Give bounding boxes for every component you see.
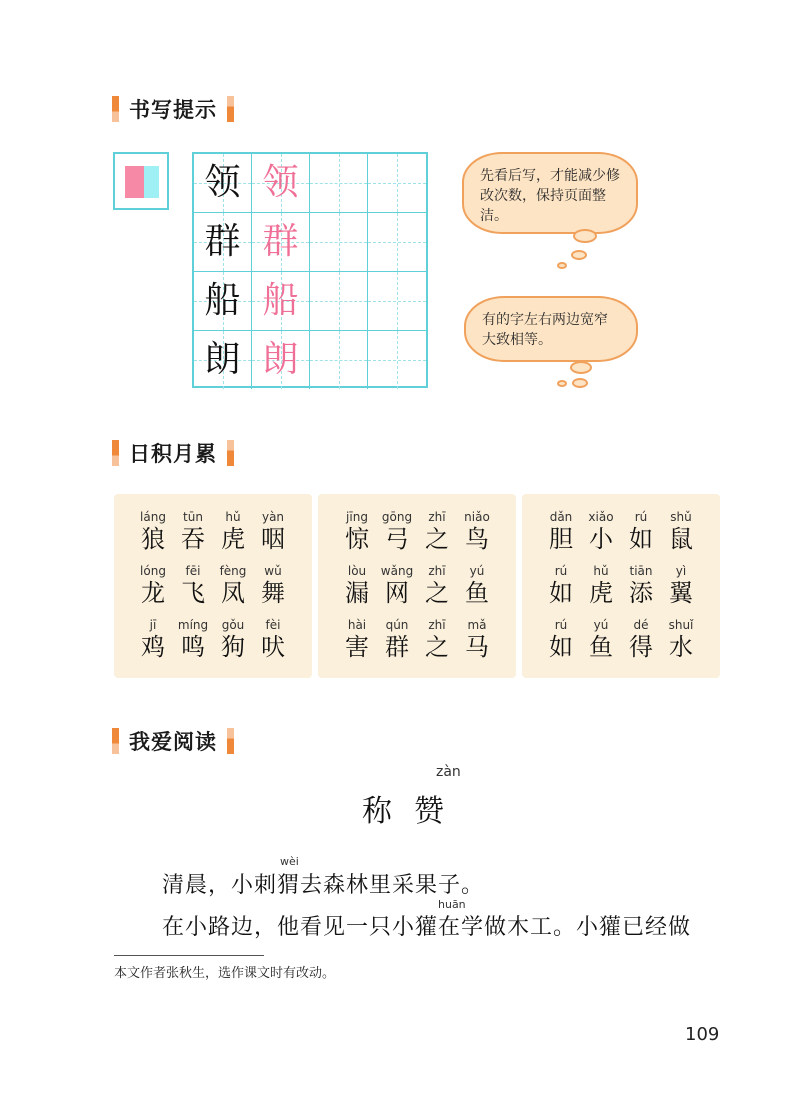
pinyin: fèi <box>265 618 281 632</box>
bubble-tail-dot <box>571 250 587 260</box>
section-header-i-love-reading <box>112 726 234 756</box>
reading-title: 称赞 <box>362 794 466 829</box>
section-bar-left <box>112 440 119 466</box>
grid-row <box>194 154 426 213</box>
pinyin-row <box>318 510 516 524</box>
section-bar-right <box>227 440 234 466</box>
hanzi-char: 如 <box>549 633 573 661</box>
pinyin: tūn <box>183 510 203 524</box>
grid-row <box>194 331 426 389</box>
section-header-writing-tips <box>112 94 234 124</box>
pinyin: míng <box>177 618 209 632</box>
tip-text-2: 有的字左右两边宽窄大致相等。 <box>482 312 608 348</box>
hanzi-char: 胆 <box>549 525 573 553</box>
pinyin: dé <box>633 618 649 632</box>
grid-cell <box>252 331 310 389</box>
pinyin: hǔ <box>593 564 609 578</box>
empty-practice-cell <box>310 213 368 271</box>
pinyin-row <box>522 618 720 632</box>
hanzi-row <box>318 578 516 608</box>
hanzi-char: 咽 <box>261 525 285 553</box>
footnote-divider <box>114 955 264 956</box>
pinyin: gōng <box>381 510 413 524</box>
idiom <box>114 564 312 608</box>
hanzi-char: 弓 <box>385 525 409 553</box>
idiom <box>318 564 516 608</box>
pinyin-row <box>318 618 516 632</box>
grid-cell <box>194 331 252 389</box>
pinyin: láng <box>140 510 166 524</box>
hanzi-row <box>318 524 516 554</box>
section-bar-left <box>112 96 119 122</box>
hanzi-char: 如 <box>549 579 573 607</box>
hanzi-char: 狗 <box>221 633 245 661</box>
hanzi-row <box>114 578 312 608</box>
section-bar-right <box>227 728 234 754</box>
pinyin: hài <box>347 618 367 632</box>
pinyin: zhī <box>428 618 446 632</box>
pinyin: shǔ <box>670 510 692 524</box>
hanzi-char: 凤 <box>221 579 245 607</box>
hanzi-char: 鸡 <box>141 633 165 661</box>
footnote: 本文作者张秋生，选作课文时有改动。 <box>114 966 336 981</box>
empty-practice-cell <box>368 154 426 212</box>
title-pinyin: zàn <box>436 764 461 780</box>
ruby-pinyin: wèi <box>280 855 299 868</box>
empty-practice-cell <box>368 272 426 330</box>
hanzi-row <box>522 632 720 662</box>
tip-text-1: 先看后写，才能减少修改次数，保持页面整洁。 <box>480 168 620 224</box>
pinyin-row <box>114 564 312 578</box>
bubble-tail-dot <box>572 378 588 388</box>
pinyin: dǎn <box>549 510 573 524</box>
hanzi-char: 吠 <box>261 633 285 661</box>
section-title: 书写提示 <box>129 98 217 122</box>
hanzi-char: 添 <box>629 579 653 607</box>
section-title: 日积月累 <box>129 442 217 466</box>
hanzi-row <box>114 632 312 662</box>
pinyin: rú <box>554 618 568 632</box>
pinyin: rú <box>554 564 568 578</box>
hanzi-char: 网 <box>385 579 409 607</box>
model-char: 群 <box>204 221 241 262</box>
hanzi-char: 鱼 <box>465 579 489 607</box>
idiom-box <box>318 494 516 678</box>
idiom-box <box>114 494 312 678</box>
trace-char: 船 <box>262 280 299 321</box>
pinyin: qún <box>385 618 409 632</box>
hanzi-char: 鱼 <box>589 633 613 661</box>
hanzi-char: 之 <box>425 633 449 661</box>
hanzi-char: 漏 <box>345 579 369 607</box>
bubble-tail-dot <box>570 361 592 374</box>
hanzi-char: 吞 <box>181 525 205 553</box>
hanzi-row <box>522 524 720 554</box>
pinyin: zhī <box>428 510 446 524</box>
hanzi-char: 虎 <box>221 525 245 553</box>
pinyin-row <box>114 510 312 524</box>
hanzi-char: 虎 <box>589 579 613 607</box>
pinyin: hǔ <box>225 510 241 524</box>
pinyin: lòu <box>347 564 367 578</box>
hanzi-row <box>318 632 516 662</box>
hanzi-char: 之 <box>425 525 449 553</box>
empty-practice-cell <box>310 331 368 389</box>
bubble-tail-dot <box>557 262 567 269</box>
color-key-cyan <box>144 166 159 198</box>
hanzi-char: 小 <box>589 525 613 553</box>
hanzi-row <box>522 578 720 608</box>
hanzi-char: 马 <box>465 633 489 661</box>
idiom <box>522 618 720 662</box>
grid-row <box>194 213 426 272</box>
hanzi-char: 翼 <box>669 579 693 607</box>
grid-cell <box>194 213 252 271</box>
pinyin: yú <box>469 564 485 578</box>
pinyin-row <box>522 510 720 524</box>
ruby-pinyin: huān <box>438 898 466 911</box>
pinyin: yàn <box>261 510 285 524</box>
pinyin: tiān <box>629 564 653 578</box>
page-number: 109 <box>685 1024 720 1045</box>
bubble-tail-dot <box>573 229 597 243</box>
grid-cell <box>252 213 310 271</box>
idiom <box>522 510 720 554</box>
hanzi-char: 如 <box>629 525 653 553</box>
idiom <box>522 564 720 608</box>
hanzi-char: 狼 <box>141 525 165 553</box>
empty-practice-cell <box>310 154 368 212</box>
hanzi-char: 鸟 <box>465 525 489 553</box>
color-key-box <box>113 152 169 210</box>
idiom <box>114 510 312 554</box>
pinyin: jīng <box>346 510 368 524</box>
hanzi-char: 水 <box>669 633 693 661</box>
trace-char: 领 <box>262 162 299 203</box>
pinyin: mǎ <box>467 618 487 632</box>
hanzi-char: 之 <box>425 579 449 607</box>
pinyin: wǔ <box>264 564 282 578</box>
hanzi-char: 飞 <box>181 579 205 607</box>
pinyin: gǒu <box>221 618 245 632</box>
pinyin: jī <box>149 618 157 632</box>
hanzi-char: 鼠 <box>669 525 693 553</box>
tip-bubble-1 <box>462 152 638 234</box>
pinyin: fēi <box>185 564 201 578</box>
idiom <box>318 510 516 554</box>
section-bar-right <box>227 96 234 122</box>
paragraph-2: 在小路边，他看见一只小獾在学做木工。小獾已经做 <box>162 915 692 940</box>
model-char: 船 <box>204 280 241 321</box>
hanzi-row <box>114 524 312 554</box>
model-char: 领 <box>204 162 241 203</box>
pinyin: fèng <box>219 564 247 578</box>
hanzi-char: 惊 <box>345 525 369 553</box>
grid-cell <box>252 272 310 330</box>
hanzi-char: 舞 <box>261 579 285 607</box>
hanzi-char: 害 <box>345 633 369 661</box>
pinyin: rú <box>634 510 648 524</box>
color-key-pink <box>125 166 144 198</box>
pinyin: shuǐ <box>668 618 694 632</box>
tip-bubble-2 <box>464 296 638 362</box>
hanzi-char: 鸣 <box>181 633 205 661</box>
hanzi-char: 群 <box>385 633 409 661</box>
empty-practice-cell <box>368 331 426 389</box>
model-char: 朗 <box>204 339 241 380</box>
section-title: 我爱阅读 <box>129 730 217 754</box>
bubble-tail-dot <box>557 380 567 387</box>
hanzi-char: 龙 <box>141 579 165 607</box>
trace-char: 群 <box>262 221 299 262</box>
section-bar-left <box>112 728 119 754</box>
pinyin: yì <box>675 564 687 578</box>
pinyin: zhī <box>428 564 446 578</box>
idiom <box>318 618 516 662</box>
pinyin-row <box>522 564 720 578</box>
grid-cell <box>194 272 252 330</box>
pinyin: xiǎo <box>588 510 614 524</box>
pinyin: niǎo <box>464 510 490 524</box>
pinyin-row <box>114 618 312 632</box>
grid-cell <box>252 154 310 212</box>
hanzi-char: 得 <box>629 633 653 661</box>
paragraph-1: 清晨，小刺猬去森林里采果子。 <box>162 873 485 898</box>
writing-grid <box>192 152 428 388</box>
section-header-daily-accumulation <box>112 438 234 468</box>
pinyin: yú <box>593 618 609 632</box>
grid-cell <box>194 154 252 212</box>
pinyin: lóng <box>140 564 166 578</box>
empty-practice-cell <box>310 272 368 330</box>
grid-row <box>194 272 426 331</box>
empty-practice-cell <box>368 213 426 271</box>
trace-char: 朗 <box>262 339 299 380</box>
pinyin: wǎng <box>380 564 414 578</box>
idiom-box <box>522 494 720 678</box>
idiom <box>114 618 312 662</box>
pinyin-row <box>318 564 516 578</box>
